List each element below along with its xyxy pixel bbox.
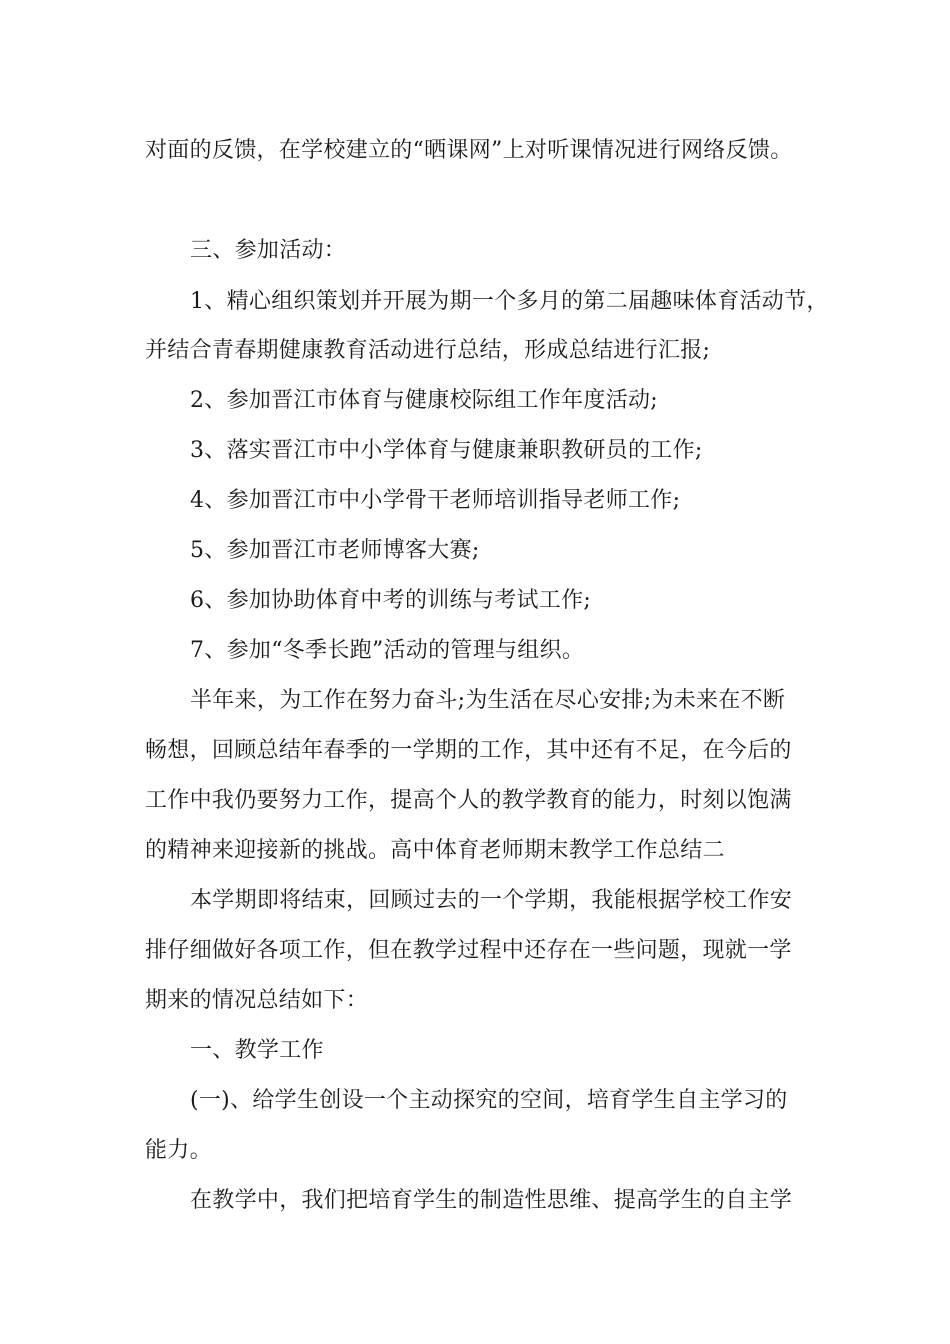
subsection-heading: (一)、给学生创设一个主动探究的空间，培育学生自主学习的 (190, 1088, 788, 1113)
text-line: 6、参加协助体育中考的训练与考试工作; (190, 588, 592, 613)
text-line: 4、参加晋江市中小学骨干老师培训指导老师工作; (190, 488, 681, 513)
text-line: 能力。 (145, 1138, 212, 1163)
text-line: 对面的反馈，在学校建立的“晒课网”上对听课情况进行网络反馈。 (145, 138, 793, 163)
text-line: 并结合青春期健康教育活动进行总结，形成总结进行汇报; (145, 338, 711, 363)
text-line: 期来的情况总结如下： (145, 988, 369, 1013)
text-line: 畅想，回顾总结年春季的一学期的工作，其中还有不足，在今后的 (145, 738, 792, 763)
section-heading: 三、参加活动： (190, 238, 347, 263)
text-line: 7、参加“冬季长跑”活动的管理与组织。 (190, 638, 585, 663)
text-line: 1、精心组织策划并开展为期一个多月的第二届趣味体育活动节， (190, 289, 829, 314)
text-line: 的精神来迎接新的挑战。高中体育老师期末教学工作总结二 (145, 838, 725, 863)
text-line: 3、落实晋江市中小学体育与健康兼职教研员的工作; (190, 438, 703, 463)
text-line: 2、参加晋江市体育与健康校际组工作年度活动; (190, 388, 659, 413)
text-line: 排仔细做好各项工作，但在教学过程中还存在一些问题，现就一学 (145, 938, 792, 963)
text-line: 本学期即将结束，回顾过去的一个学期，我能根据学校工作安 (190, 888, 793, 913)
text-line: 5、参加晋江市老师博客大赛; (190, 538, 480, 563)
section-heading: 一、教学工作 (190, 1038, 324, 1063)
text-line: 在教学中，我们把培育学生的制造性思维、提高学生的自主学 (190, 1188, 793, 1213)
text-line: 工作中我仍要努力工作，提高个人的教学教育的能力，时刻以饱满 (145, 788, 792, 813)
text-line: 半年来，为工作在努力奋斗;为生活在尽心安排;为未来在不断 (190, 688, 786, 713)
